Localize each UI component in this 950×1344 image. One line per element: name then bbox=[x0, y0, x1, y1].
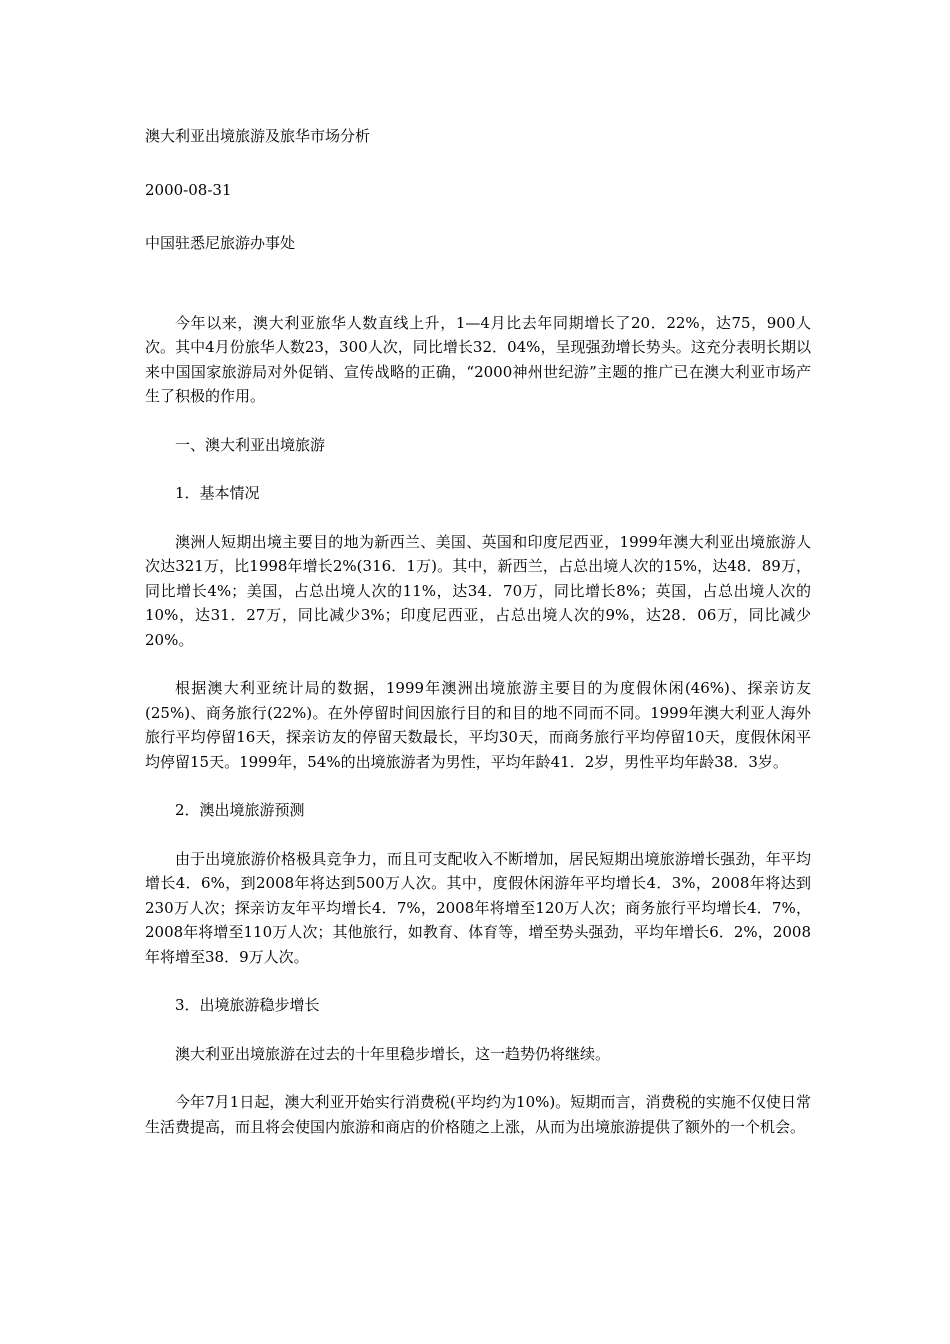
paragraph-forecast: 由于出境旅游价格极具竞争力，而且可支配收入不断增加，居民短期出境旅游增长强劲，年平均增长4．6%，到2008年将达到500万人次。其中，度假休闲游年平均增长4．3%，2008年将达到230万人次；探亲访友年平均增长4．7%，2008年将增至120万人次；商务旅行平均增长4．7%，2008年将增至110万人次；其他旅行，如教育、体育等，增至势头强劲，平均年增长6．2%，2008年将增至38．9万人次。 bbox=[145, 849, 811, 966]
paragraph-gst: 今年7月1日起，澳大利亚开始实行消费税(平均约为10%)。短期而言，消费税的实施不仅使日常生活费提高，而且将会使国内旅游和商店的价格随之上涨，从而为出境旅游提供了额外的一个机会。 bbox=[145, 1093, 811, 1136]
subheading-steady-growth: 3．出境旅游稳步增长 bbox=[175, 996, 320, 1014]
document-date: 2000-08-31 bbox=[145, 180, 232, 199]
paragraph-destinations: 澳洲人短期出境主要目的地为新西兰、美国、英国和印度尼西亚，1999年澳大利亚出境旅游人次达321万，比1998年增长2%(316．1万)。其中，新西兰，占总出境人次的15%，达48．89万，同比增长4%；美国，占总出境人次的11%，达34．70万，同比增长8%；英国，占总出境人次的10%，达31．27万，同比减少3%；印度尼西亚，占总出境人次的9%，达28．06万，同比减少20%。 bbox=[145, 532, 811, 649]
paragraph-travel-purpose: 根据澳大利亚统计局的数据，1999年澳洲出境旅游主要目的为度假休闲(46%)、探亲访友(25%)、商务旅行(22%)。在外停留时间因旅行目的和目的地不同而不同。1999年澳大利亚人海外旅行平均停留16天，探亲访友的停留天数最长，平均30天，而商务旅行平均停留10天，度假休闲平均停留15天。1999年，54%的出境旅游者为男性，平均年龄41．2岁，男性平均年龄38．3岁。 bbox=[145, 679, 811, 771]
document-title: 澳大利亚出境旅游及旅华市场分析 bbox=[145, 127, 371, 145]
intro-paragraph: 今年以来，澳大利亚旅华人数直线上升，1—4月比去年同期增长了20．22%，达75，900人次。其中4月份旅华人数23，300人次，同比增长32．04%，呈现强劲增长势头。这充分表明长期以来中国国家旅游局对外促销、宣传战略的正确，“2000神州世纪游”主题的推广已在澳大利亚市场产生了积极的作用。 bbox=[145, 313, 811, 405]
paragraph-trend: 澳大利亚出境旅游在过去的十年里稳步增长，这一趋势仍将继续。 bbox=[175, 1044, 611, 1063]
section-heading-outbound: 一、澳大利亚出境旅游 bbox=[175, 435, 326, 454]
subheading-forecast: 2．澳出境旅游预测 bbox=[175, 801, 305, 819]
document-source: 中国驻悉尼旅游办事处 bbox=[145, 234, 296, 252]
document-page bbox=[145, 124, 811, 1163]
subheading-basic-situation: 1．基本情况 bbox=[175, 484, 260, 502]
